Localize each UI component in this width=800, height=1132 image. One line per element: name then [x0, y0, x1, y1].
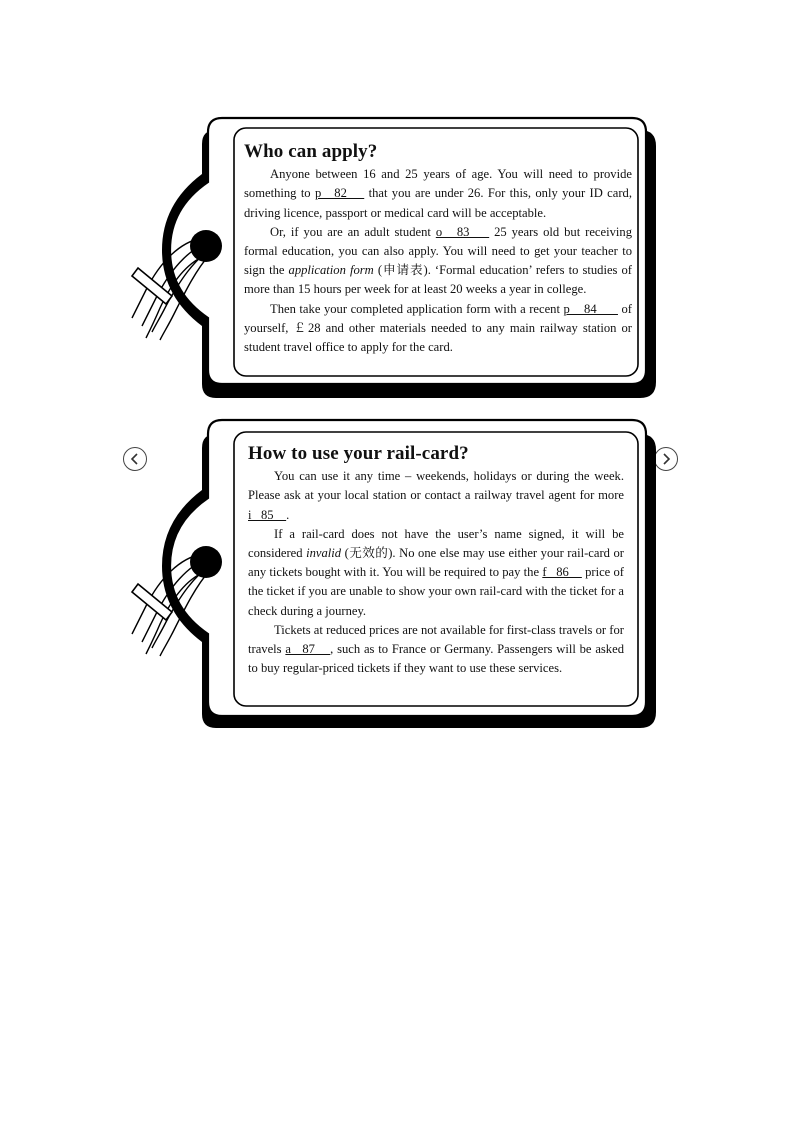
- rail-card-tag-how-to-use: [110, 412, 670, 742]
- card-title: How to use your rail-card?: [248, 443, 469, 464]
- text: .: [286, 507, 290, 522]
- rail-card-tag-who-can-apply: [110, 110, 670, 410]
- paragraph: [248, 621, 624, 679]
- text: Then take your completed application form with a recent: [270, 301, 564, 316]
- text: that you are under 26. For this, only your ID card, driving licence, passport or medical card will be acceptable.: [244, 186, 632, 220]
- text: You can use it any time – weekends, holidays or during the week. Please ask at your local station or contact a railway travel agent for more: [248, 469, 624, 503]
- paragraph: [244, 300, 632, 358]
- text: , such as to France or Germany. Passengers will be asked to buy regular-priced tickets if they want to use these services.: [248, 642, 624, 676]
- italic-term: invalid: [306, 546, 342, 561]
- blank-83: o 83: [435, 224, 490, 239]
- paragraph: [244, 165, 632, 223]
- text: of yourself, ￡28 and other materials needed to any main railway station or student travel office to apply for the card.: [244, 301, 632, 355]
- italic-term: application form: [288, 263, 374, 278]
- blank-87: a 87: [285, 642, 331, 657]
- text: Tickets at reduced prices are not available for first-class travels or for travels: [248, 622, 624, 657]
- card-content: [244, 142, 632, 357]
- text: (无效的). No one else may use either your rail-card or any tickets bought with it. You will be required to pay the: [248, 546, 624, 580]
- paragraph: [244, 223, 632, 300]
- paragraph: [248, 467, 624, 525]
- text: 25 years old but receiving formal education, you can also apply. You will need to get your teacher to sign the: [244, 224, 632, 278]
- blank-86: f 86: [542, 565, 582, 580]
- card-content: [248, 444, 624, 678]
- text: If a rail-card does not have the user’s name signed, it will be considered: [248, 526, 624, 561]
- blank-82: p 82: [314, 186, 365, 201]
- blank-84: p 84: [563, 301, 618, 316]
- text: Or, if you are an adult student: [270, 224, 436, 239]
- text: (申请表). ‘Formal education’ refers to studies of more than 15 hours per week for at least 20 weeks a year in college.: [244, 263, 632, 297]
- text: price of the ticket if you are unable to show your own rail-card with the ticket for a check during a journey.: [248, 565, 624, 618]
- blank-85: i 85: [248, 507, 287, 522]
- card-title: Who can apply?: [244, 141, 378, 162]
- paragraph: [248, 525, 624, 621]
- text: Anyone between 16 and 25 years of age. You will need to provide something to: [244, 167, 632, 201]
